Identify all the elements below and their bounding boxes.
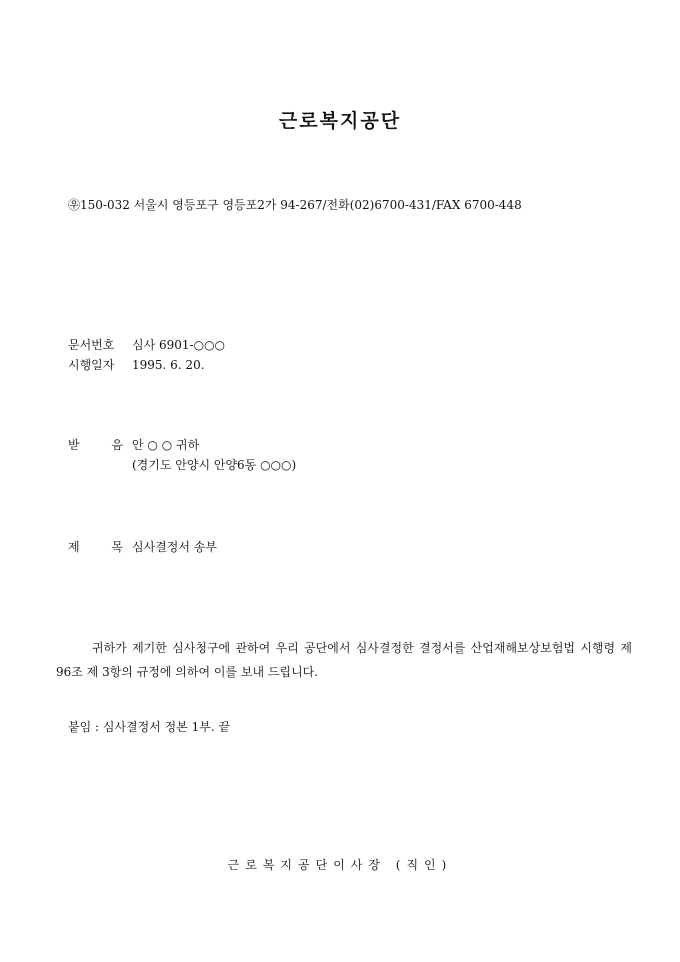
doc-number-value: 심사 6901-○○○ (132, 338, 226, 352)
recipient-address: (경기도 안양시 안양6동 ○○○) (132, 458, 297, 472)
signature-line: 근로복지공단이사장 (직인) (227, 858, 453, 872)
body-paragraph: 귀하가 제기한 심사청구에 관하여 우리 공단에서 심사결정한 결정서를 산업재해보상보험법 시행령 제96조 제 3항의 규정에 의하여 이를 보내 드립니다. (56, 641, 632, 679)
document-title: 근로복지공단 (278, 110, 402, 132)
subject-value: 심사결정서 송부 (132, 540, 217, 554)
address-line: ㉾150-032 서울시 영등포구 영등포2가 94-267/전화(02)6700-431/FAX 6700-448 (68, 198, 522, 212)
recipient-row (68, 436, 199, 453)
recipient-label: 받 음 (68, 438, 137, 452)
issue-date-label: 시행일자 (68, 358, 115, 372)
issue-date-value: 1995. 6. 20. (132, 358, 205, 372)
doc-number-label: 문서번호 (68, 338, 115, 352)
attachment-line: 붙임 : 심사결정서 정본 1부. 끝 (68, 720, 231, 734)
subject-row (68, 538, 217, 555)
doc-number-row (68, 336, 225, 353)
subject-label: 제 목 (68, 540, 137, 554)
recipient-value: 안 ○ ○ 귀하 (132, 438, 200, 452)
issue-date-row (68, 356, 205, 373)
